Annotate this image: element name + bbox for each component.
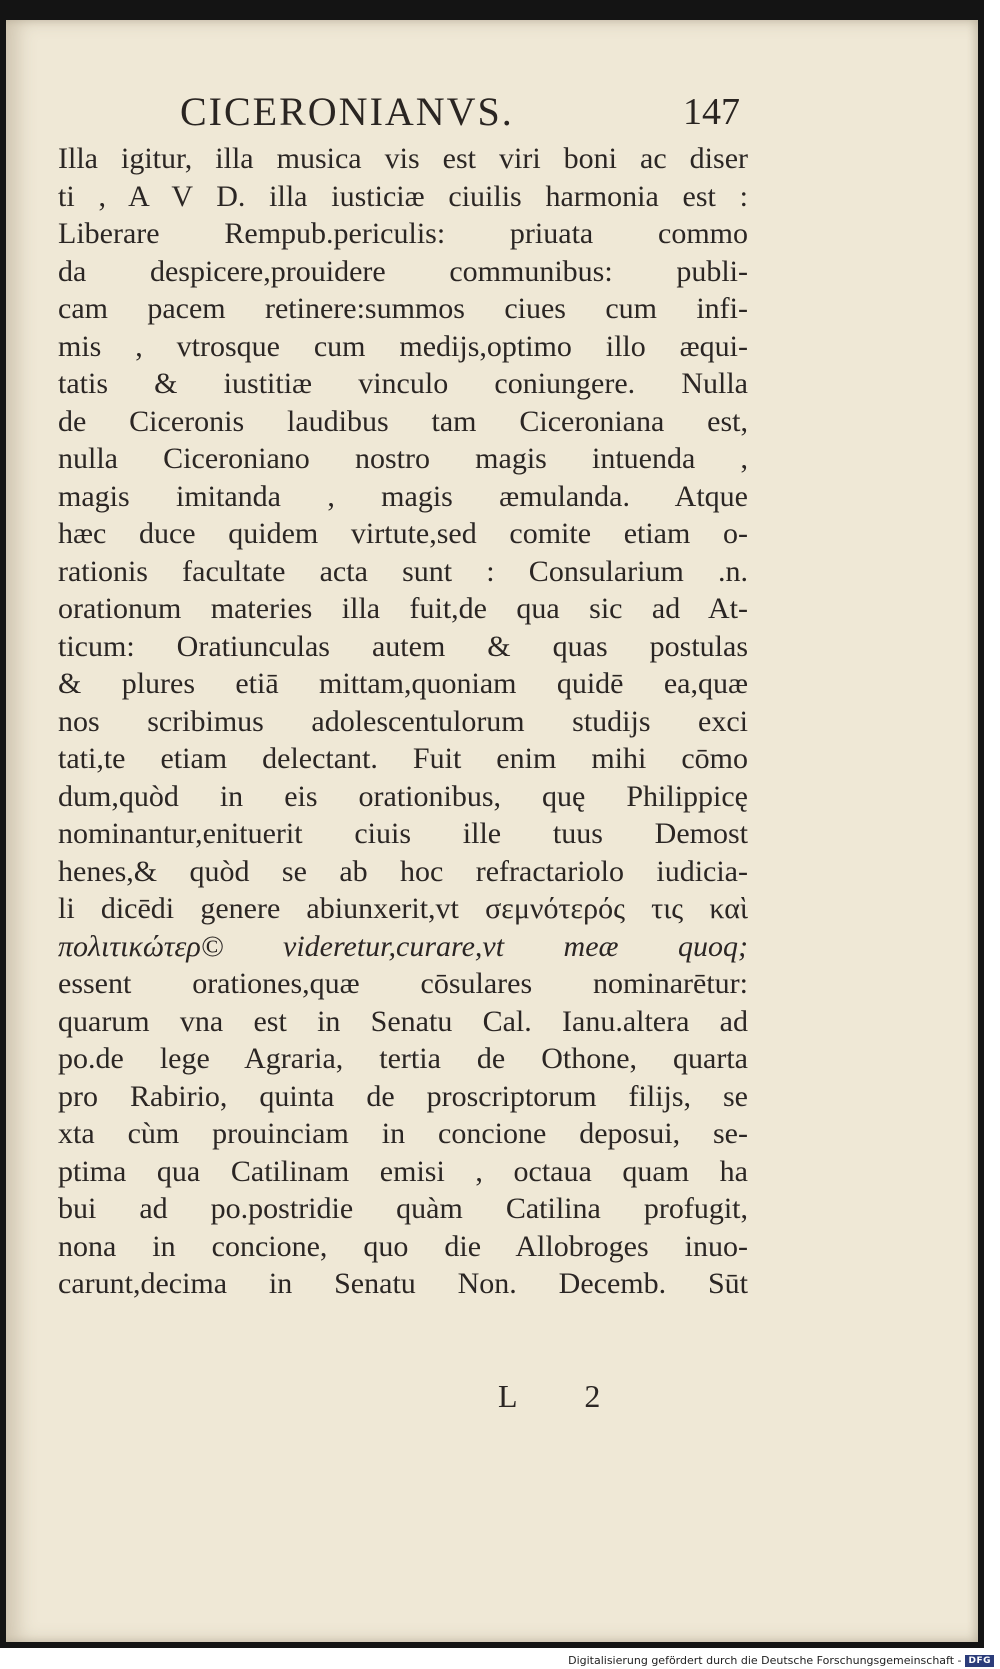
text-line: cam pacem retinere:summos ciues cum infi- — [58, 292, 748, 325]
dfg-logo: DFG — [965, 1655, 994, 1667]
page-header — [180, 88, 740, 138]
text-line: orationum materies illa fuit,de qua sic ad At- — [58, 592, 748, 625]
text-line: po.de lege Agraria, tertia de Othone, quarta — [58, 1042, 748, 1075]
text-line: tati,te etiam delectant. Fuit enim mihi cōmo — [58, 742, 748, 775]
text-line: xta cùm prouinciam in concione deposui, se- — [58, 1117, 748, 1150]
text-line: ptima qua Catilinam emisi , octaua quam ha — [58, 1154, 748, 1188]
text-line: da despicere,prouidere communibus: publi- — [58, 254, 748, 288]
text-line: carunt,decima in Senatu Non. Decemb. Sūt — [58, 1267, 748, 1300]
page-number: 147 — [683, 91, 740, 133]
text-line: ti , A V D. illa iusticiæ ciuilis harmonia est : — [58, 179, 748, 213]
signature-mark: L 2 — [498, 1378, 631, 1414]
text-line: henes,& quòd se ab hoc refractariolo iudicia- — [58, 854, 748, 888]
text-line: magis imitanda , magis æmulanda. Atque — [58, 479, 748, 513]
text-line: bui ad po.postridie quàm Catilina profugit, — [58, 1192, 748, 1225]
text-line: tatis & iustitiæ vinculo coniungere. Nulla — [58, 367, 748, 400]
text-line: nominantur,enituerit ciuis ille tuus Demost — [58, 817, 748, 850]
text-line: rationis facultate acta sunt : Consularium .n. — [58, 554, 748, 588]
body-text — [58, 140, 748, 1303]
text-line: pro Rabirio, quinta de proscriptorum filijs, se — [58, 1079, 748, 1113]
text-line: nos scribimus adolescentulorum studijs exci — [58, 704, 748, 738]
text-line: ticum: Oratiunculas autem & quas postulas — [58, 629, 748, 663]
digitization-footer — [568, 1654, 994, 1667]
text-line: hæc duce quidem virtute,sed comite etiam o- — [58, 517, 748, 550]
text-line: li dicēdi genere abiunxerit,vt σεμνότερός τις καὶ — [58, 892, 748, 925]
text-line: essent orationes,quæ cōsulares nominarētur: — [58, 967, 748, 1000]
text-line: quarum vna est in Senatu Cal. Ianu.altera ad — [58, 1004, 748, 1038]
text-line: nona in concione, quo die Allobroges inuo- — [58, 1229, 748, 1263]
text-line: dum,quòd in eis orationibus, quę Philippicę — [58, 779, 748, 813]
text-line: de Ciceronis laudibus tam Ciceroniana est, — [58, 404, 748, 438]
text-line: & plures etiā mittam,quoniam quidē ea,quæ — [58, 667, 748, 700]
text-line: πολιτικώτερ© videretur,curare,vt meæ quoq; — [58, 929, 748, 963]
footer-credit: Digitalisierung gefördert durch die Deutsche Forschungsgemeinschaft - — [568, 1654, 962, 1667]
running-title: CICERONIANVS. — [180, 89, 514, 134]
text-line: nulla Ciceroniano nostro magis intuenda , — [58, 442, 748, 475]
text-line: mis , vtrosque cum medijs,optimo illo æqui- — [58, 329, 748, 363]
text-line: Liberare Rempub.periculis: priuata commo — [58, 217, 748, 250]
text-line: Illa igitur, illa musica vis est viri boni ac diser — [58, 142, 748, 175]
